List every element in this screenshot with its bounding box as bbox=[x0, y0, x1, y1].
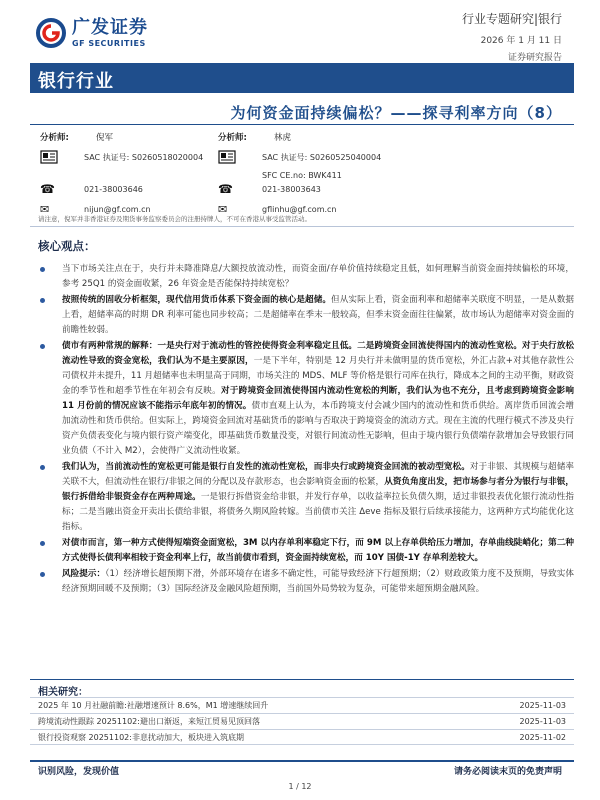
id-card-icon bbox=[40, 150, 58, 164]
analyst-label: 分析师: bbox=[218, 133, 247, 143]
phone-icon: ☎ bbox=[40, 182, 55, 196]
analyst-name: 林虎 bbox=[274, 133, 292, 143]
core-bullet bbox=[38, 293, 574, 338]
core-bullet bbox=[38, 460, 574, 535]
bullet-text: 我们认为，当前流动性的宽松更可能是银行自发性的流动性宽松，而非央行或跨境资金回流的被动型宽松。 bbox=[62, 462, 470, 472]
page-number: 1 / 12 bbox=[288, 782, 312, 791]
page-header bbox=[0, 0, 600, 63]
brand-logo bbox=[36, 18, 148, 48]
related-item[interactable] bbox=[30, 713, 574, 729]
related-divider bbox=[30, 679, 574, 680]
bullet-text: 债市直观上认为，本币跨境支付会减少国内的流动性和货币供给。离岸货币回流会增加流动性和货币供给。但实际上，跨境资金回流对基础货币的影响与否取决于跨境资金的流动方式。现在主流的代理行模式不涉及央行资产负债表变化与境内银行资产端变化，即基础货币数量没变，对银行间流动性无影响，但由于境内银行负债端存款增加会导致银行同业负债（不计入 M2），会使得广义流动性收紧。 bbox=[62, 401, 574, 456]
analyst-name: 倪军 bbox=[96, 133, 114, 143]
industry-name: 银行行业 bbox=[38, 71, 114, 92]
analyst-phone: 021-38003643 bbox=[262, 184, 321, 194]
logo-en-text: GF SECURITIES bbox=[72, 38, 146, 48]
report-kind: 证券研究报告 bbox=[507, 53, 562, 63]
core-bullet bbox=[38, 567, 574, 597]
bullet-text: 债市有两种常规的解释：一是央行对于流动性的管控使得资金利率稳定且低。二是跨境资金回流使得国内的流动性宽松。对于央行放松流动性导致的资金宽松，我们认为不是主要原因， bbox=[62, 341, 574, 366]
analyst-label: 分析师: bbox=[40, 133, 69, 143]
bullet-text: 对于跨境资金回流使得国内流动性宽松的判断，我们认为也不充分，且考虑到跨境资金影响 11 月份前的情况应该不能指示年底年初的情况。 bbox=[62, 386, 574, 411]
core-bullet bbox=[38, 536, 574, 566]
id-card-icon bbox=[218, 150, 236, 164]
core-bullet bbox=[38, 339, 574, 459]
industry-banner bbox=[30, 63, 574, 93]
report-date: 2026 年 1 月 11 日 bbox=[480, 36, 562, 46]
bullet-text: 对债市而言，第一种方式使得短端资金面宽松，3M 以内存单利率稳定下行，而 9M 以上存单供给压力增加，存单曲线陡峭化；第二种方式使得长债利率相较于资金利率上行，故当前债市看到，资金面持续宽松，而 10Y 国债-1Y 存单利差较大。 bbox=[62, 538, 574, 563]
bullet-text: 对于非银、其规模与超储率关联不大，但流动性在银行/非银之间的分配以及存款形态，也会影响资金面的松紧， bbox=[62, 462, 574, 487]
core-views-list bbox=[38, 262, 574, 598]
analyst-email[interactable]: nijun@gf.com.cn bbox=[84, 204, 151, 214]
analyst-sac: SAC 执证号: S0260525040004 bbox=[262, 152, 382, 162]
core-bullet bbox=[38, 262, 574, 292]
related-title: 2025 年 10 月社融前瞻:社融增速预计 8.6%，M1 增速继续回升 bbox=[38, 701, 269, 710]
related-date: 2025-11-02 bbox=[519, 732, 566, 742]
report-title: 为何资金面持续偏松？——探寻利率方向（8） bbox=[230, 104, 562, 122]
phone-icon: ☎ bbox=[218, 182, 233, 196]
analyst-disclaimer: 请注意，倪军并非香港证券及期货事务监察委员会的注册持牌人，不可在香港从事受监管活动。 bbox=[38, 215, 311, 223]
analyst-email[interactable]: gflinhu@gf.com.cn bbox=[262, 204, 337, 214]
related-item[interactable] bbox=[30, 729, 574, 745]
bullet-text: 当下市场关注点在于，央行并未降准降息/大额投放流动性，而资金面/存单价值持续稳定且低，如何理解当前资金面持续偏松的环境，参考 25Q1 的资金面收紧，26 年资金是否能保持持续宽松？ bbox=[62, 264, 574, 289]
related-item[interactable] bbox=[30, 697, 574, 713]
bullet-text: 但从实际上看，资金面利率和超储率关联度不明显，一是从数据上看，超储率高的时期 DR 利率可能也同步较高；二是超储率在季末一般较高，但季末资金面往往偏紧，故市场认为超储率对资金面的前瞻性较弱。 bbox=[62, 295, 574, 335]
related-date: 2025-11-03 bbox=[519, 701, 566, 710]
core-views-heading: 核心观点： bbox=[38, 239, 96, 253]
bullet-text: 一是下半年，特别是 12 月央行并未做明显的货币宽松，外汇占款+对其他存款性公司债权并未提升，11 月超储率也未明显高于同期，市场关注的 MDS、MLF 等价格是银行司库在执行，降成本之间的主动平衡，财政资金的季节性和超季节性在年初会有反映。 bbox=[62, 356, 574, 396]
bullet-text: 一是银行拆借资金给非银，并发行存单，以收益率拉长负债久期，适过非银投表优化银行流动性指标；二是当融出资金开卖出长债给非银，将债务久期风险转嫁。当前债市关注 Δeve 指标及银行后续承接能力，这两种方式均能优化这指标。 bbox=[62, 492, 574, 532]
title-divider bbox=[30, 124, 574, 125]
gf-logo-icon bbox=[36, 18, 66, 48]
email-icon: ✉ bbox=[40, 202, 50, 216]
logo-cn-text: 广发证券 bbox=[72, 16, 148, 38]
analyst-sfc: SFC CE.no: BWK411 bbox=[262, 170, 342, 180]
bullet-text: 按照传统的固收分析框架，现代信用货币体系下资金面的核心是超储。 bbox=[62, 295, 332, 305]
bullet-text: 从资负角度出发，把市场参与者分为银行与非银，银行拆借给非银资金存在两种周途。 bbox=[62, 477, 574, 502]
related-title: 跨境流动性跟踪 20251102:避出口渐返，来短江贸易见顶回落 bbox=[38, 717, 260, 726]
analyst-phone: 021-38003646 bbox=[84, 184, 143, 194]
analyst-block bbox=[0, 130, 600, 225]
related-title: 银行投资观察 20251102:非息扰动加大，板块进入筑底期 bbox=[38, 732, 244, 742]
footer-disclaimer: 请务必阅读末页的免责声明 bbox=[453, 767, 562, 777]
analyst-card bbox=[40, 130, 203, 216]
bullet-text: 风险提示： bbox=[62, 569, 106, 579]
footer-slogan: 识别风险，发现价值 bbox=[38, 767, 120, 777]
footer-divider bbox=[30, 760, 574, 762]
email-icon: ✉ bbox=[218, 202, 228, 216]
report-type: 行业专题研究|银行 bbox=[461, 12, 562, 26]
section-divider bbox=[30, 226, 574, 227]
bullet-text: （1）经济增长超预期下滑，外部环境存在诸多不确定性，可能导致经济下行超预期；（2）财政政策力度不及预期，导致实体经济预期回暖不及预期；（3）国际经济及金融风险超预期，当前国外局势较为复杂，可能带来超预期金融风险。 bbox=[62, 569, 574, 594]
analyst-card bbox=[218, 130, 381, 216]
analyst-sac: SAC 执证号: S0260518020004 bbox=[84, 152, 204, 162]
related-date: 2025-11-03 bbox=[519, 717, 566, 726]
related-table bbox=[30, 697, 574, 745]
related-heading: 相关研究： bbox=[38, 687, 88, 698]
